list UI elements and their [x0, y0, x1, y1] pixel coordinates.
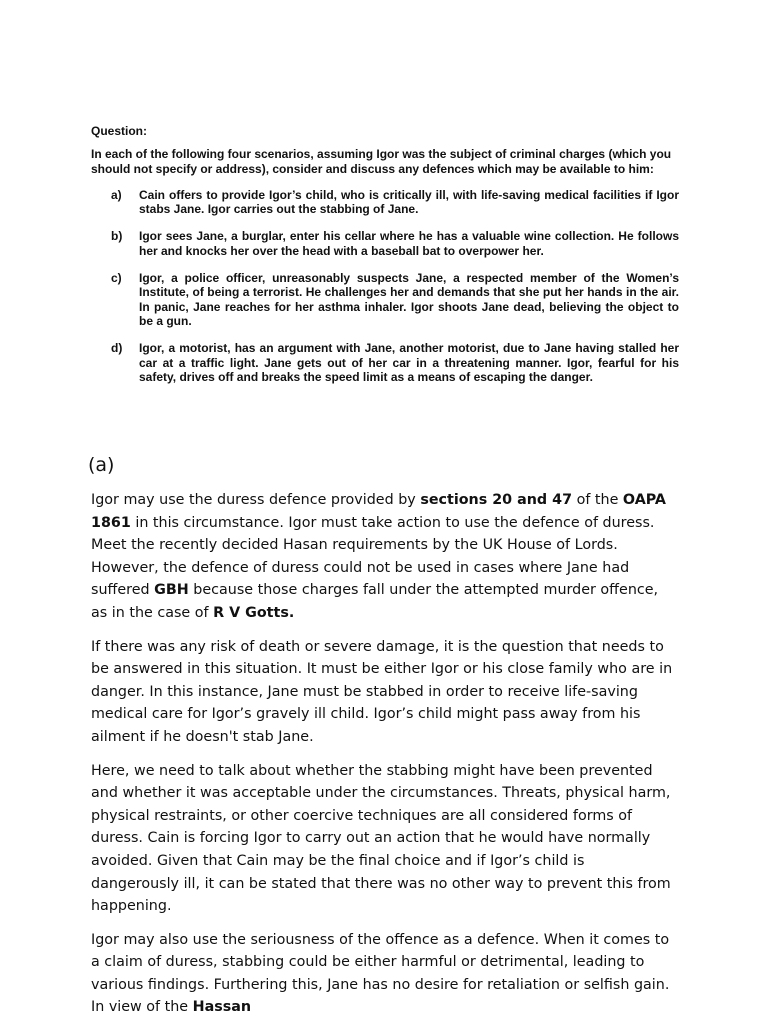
- paragraph-4: [91, 929, 675, 1019]
- scenario-marker: b): [111, 229, 123, 244]
- question-block: [91, 124, 679, 397]
- scenario-item: [91, 188, 679, 217]
- bold-term: GBH: [154, 582, 189, 599]
- scenario-item: [91, 229, 679, 258]
- scenario-item: [91, 341, 679, 384]
- scenario-text: Igor, a police officer, unreasonably suspects Jane, a respected member of the Women’s Institute, of being a terrorist. He challenges her and demands that she put her hands in the air. In panic, Jane reaches for her asthma inhaler. Igor shoots Jane dead, believing the object to be a gun.: [139, 271, 679, 328]
- text-run: of the: [572, 492, 623, 508]
- scenario-marker: a): [111, 187, 122, 202]
- scenario-text: Igor sees Jane, a burglar, enter his cellar where he has a valuable wine collection. He follows her and knocks her over the head with a baseball bat to overpower her.: [139, 229, 679, 258]
- paragraph-1: [91, 489, 675, 625]
- text-run: Igor may use the duress defence provided by: [91, 492, 421, 508]
- question-intro: In each of the following four scenarios, assuming Igor was the subject of criminal charges (which you should not specify or address), consider and discuss any defences which may be available to him:: [91, 147, 672, 176]
- scenario-item: [91, 271, 679, 328]
- scenario-list: [91, 188, 679, 384]
- bold-term: Hassan: [192, 999, 252, 1016]
- scenario-text: Cain offers to provide Igor’s child, who is critically ill, with life-saving medical facilities if Igor stabs Jane. Igor carries out the stabbing of Jane.: [139, 187, 679, 217]
- bold-term: sections 20 and 47: [420, 492, 573, 508]
- answer-heading: (a): [88, 454, 115, 476]
- scenario-marker: d): [111, 341, 123, 356]
- text-run: because those charges fall under the attempted murder offence, as in the case of: [91, 582, 659, 621]
- paragraph-3: Here, we need to talk about whether the stabbing might have been prevented and whether it was acceptable under the circumstances. Threats, physical harm, physical restraints, or other coercive techniques are all considered forms of duress. Cain is forcing Igor to carry out an action that he would have normally avoided. Given that Cain may be the final choice and if Igor’s child is dangerously ill, it can be stated that there was no other way to prevent this from happening.: [91, 762, 671, 915]
- bold-term: OAPA 1861: [91, 492, 666, 531]
- bold-term: R V Gotts.: [213, 604, 295, 621]
- scenario-marker: c): [111, 271, 122, 286]
- paragraph-2: If there was any risk of death or severe damage, it is the question that needs to be answered in this situation. It must be either Igor or his close family who are in danger. In this instance, Jane must be stabbed in order to receive life-saving medical care for Igor’s gravely ill child. Igor’s child might pass away from his ailment if he doesn't stab Jane.: [91, 638, 673, 745]
- answer-section: [88, 452, 675, 1030]
- text-run: in this circumstance. Igor must take action to use the defence of duress. Meet the recently decided Hasan requirements by the UK House of Lords. However, the defence of duress could not be used in cases where Jane had suffered: [91, 514, 655, 599]
- scenario-text: Igor, a motorist, has an argument with Jane, another motorist, due to Jane having stalled her car at a traffic light. Jane gets out of her car in a threatening manner. Igor, fearful for his safety, drives off and breaks the speed limit as a means of escaping the danger.: [139, 341, 679, 384]
- text-run: Igor may also use the seriousness of the offence as a defence. When it comes to a claim of duress, stabbing could be either harmful or detrimental, leading to various findings. Furthering this, Jane has no desire for retaliation or selfish gain. In view of the: [91, 931, 670, 1016]
- question-label: Question:: [91, 124, 147, 138]
